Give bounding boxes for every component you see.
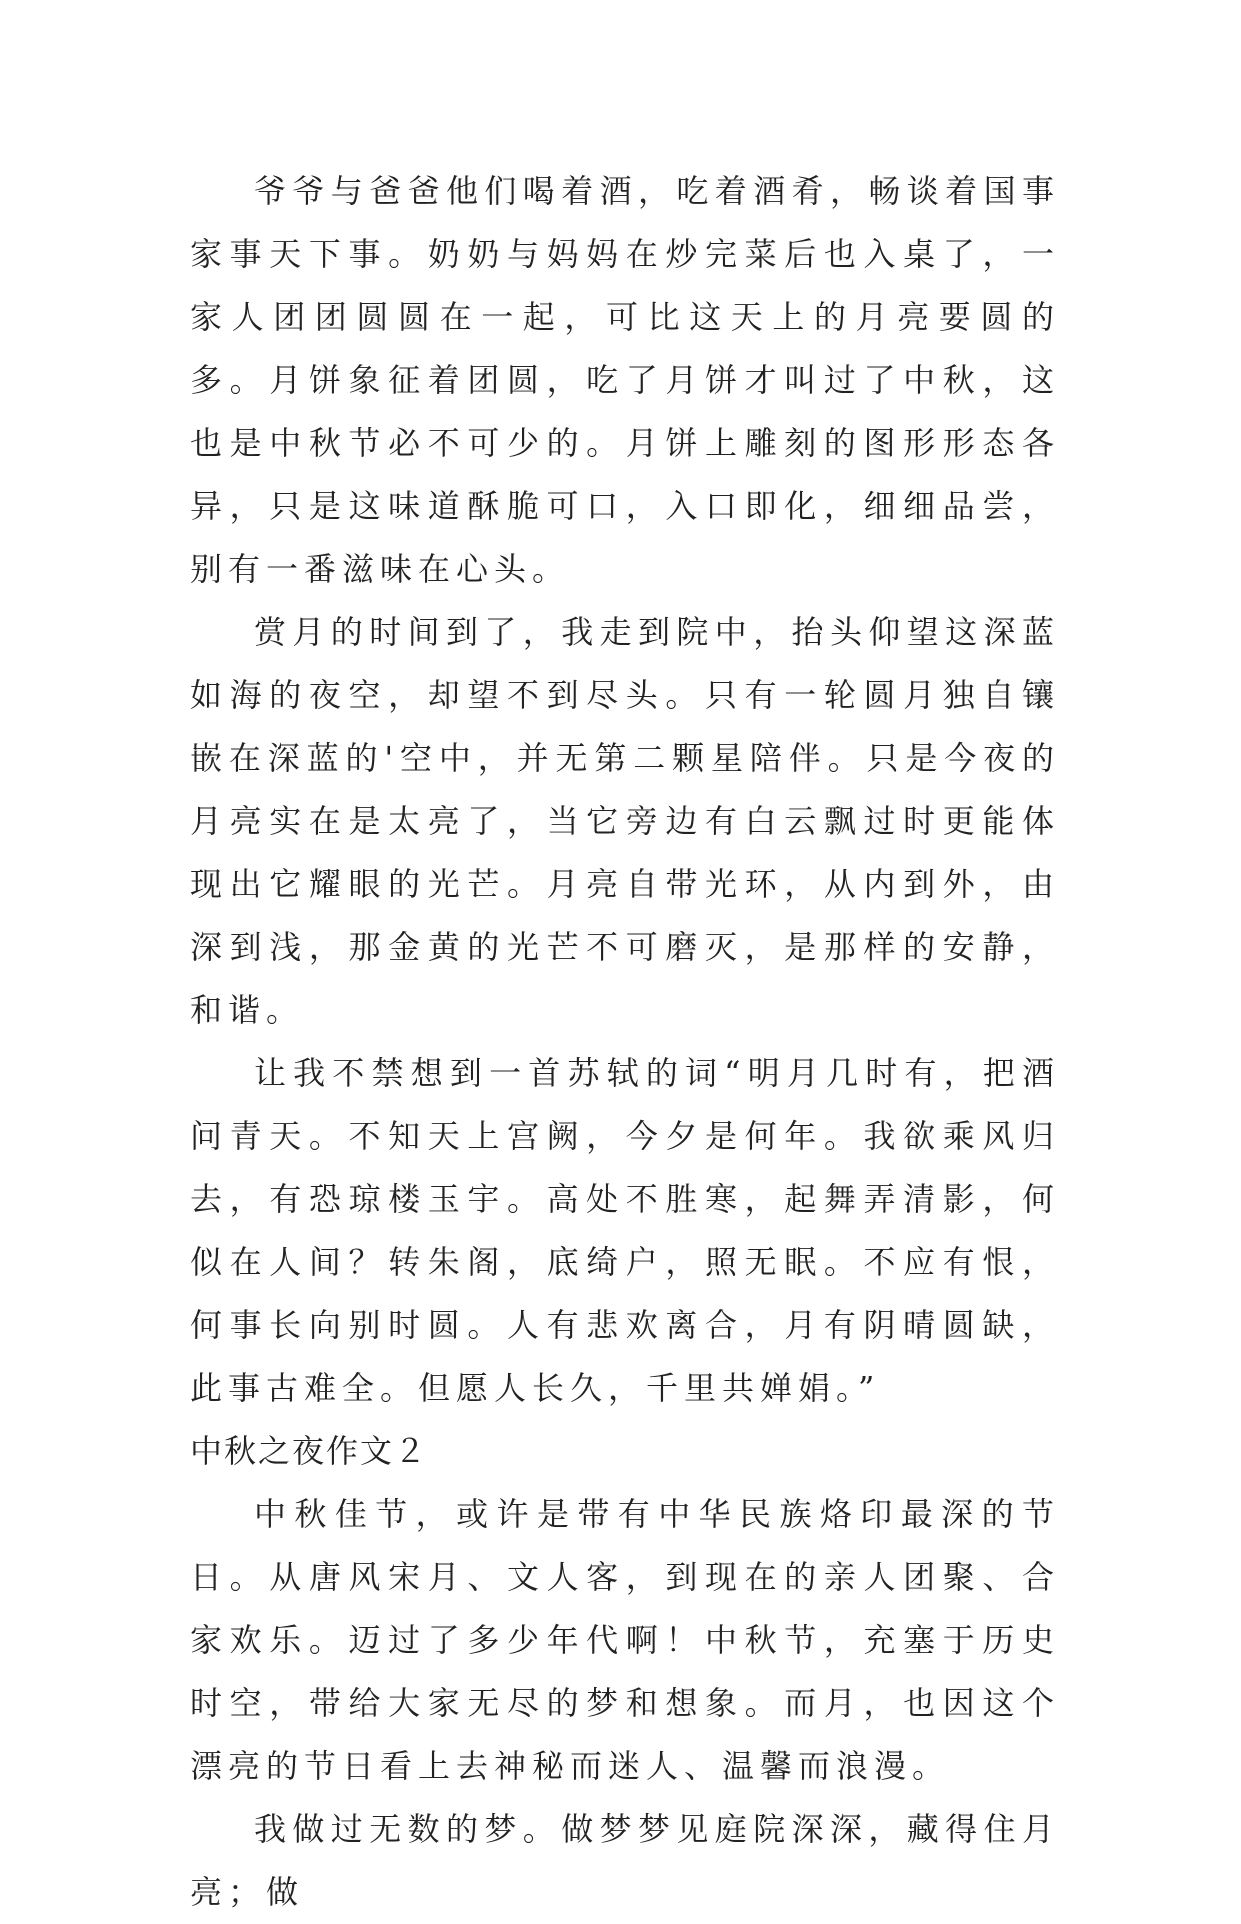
document-body xyxy=(190,160,1060,1924)
paragraph-dreams: 我做过无数的梦。做梦梦见庭院深深，藏得住月亮；做 xyxy=(190,1810,1060,1911)
paragraph-moon-viewing: 赏月的时间到了，我走到院中，抬头仰望这深蓝如海的夜空，却望不到尽头。只有一轮圆月独自镶嵌在深蓝的'空中，并无第二颗星陪伴。只是今夜的月亮实在是太亮了，当它旁边有白云飘过时更能体现出它耀眼的光芒。月亮自带光环，从内到外，由深到浅，那金黄的光芒不可磨灭，是那样的安静，和谐。 xyxy=(190,613,1060,1029)
paragraph-mid-autumn-festival: 中秋佳节，或许是带有中华民族烙印最深的节日。从唐风宋月、文人客，到现在的亲人团聚、合家欢乐。迈过了多少年代啊！中秋节，充塞于历史时空，带给大家无尽的梦和想象。而月，也因这个漂亮的节日看上去神秘而迷人、温馨而浪漫。 xyxy=(190,1495,1060,1785)
paragraph-family-dinner: 爷爷与爸爸他们喝着酒，吃着酒肴，畅谈着国事家事天下事。奶奶与妈妈在炒完菜后也入桌了，一家人团团圆圆在一起，可比这天上的月亮要圆的多。月饼象征着团圆，吃了月饼才叫过了中秋，这也是中秋节必不可少的。月饼上雕刻的图形形态各异，只是这味道酥脆可口，入口即化，细细品尝，别有一番滋味在心头。 xyxy=(190,172,1060,588)
paragraph-su-shi-poem: 让我不禁想到一首苏轼的词“明月几时有，把酒问青天。不知天上宫阙，今夕是何年。我欲乘风归去，有恐琼楼玉宇。高处不胜寒，起舞弄清影，何似在人间？转朱阁，底绮户，照无眠。不应有恨，何事长向别时圆。人有悲欢离合，月有阴晴圆缺，此事古难全。但愿人长久，千里共婵娟。” xyxy=(190,1054,1060,1407)
essay-heading: 中秋之夜作文２ xyxy=(190,1432,429,1470)
